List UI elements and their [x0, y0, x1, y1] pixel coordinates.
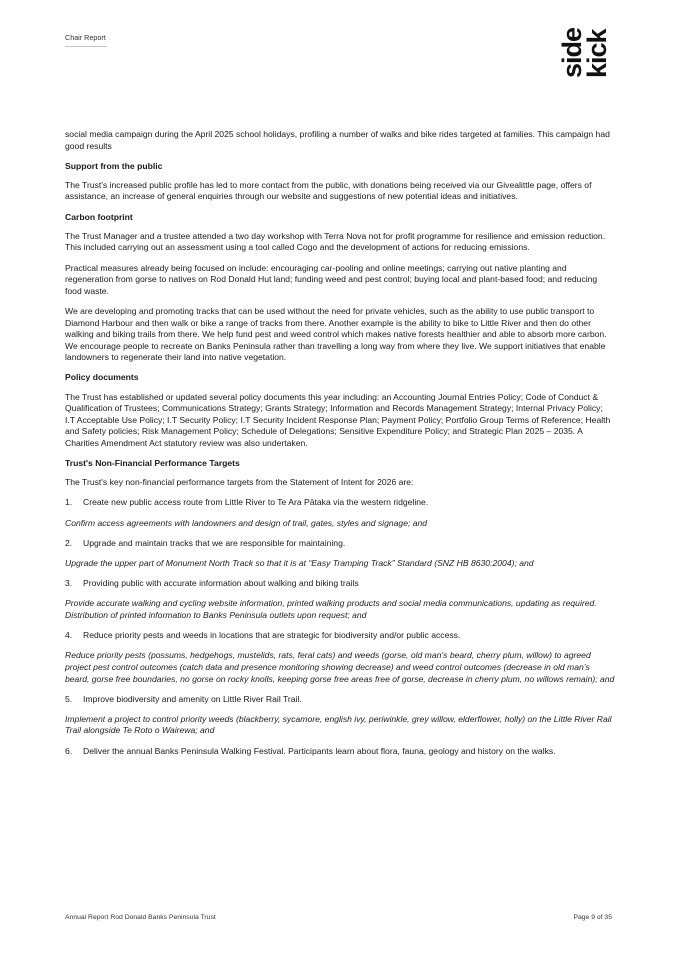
target-number: 4.: [65, 630, 73, 641]
target-number: 2.: [65, 537, 73, 548]
carbon-paragraph-1: The Trust Manager and a trustee attended a two day workshop with Terra Nova not for profit programme for resilience and emission reduction. This included carrying out an assessment using a tool called Cogo and the development of actions for reducing emissions.: [65, 230, 606, 253]
target-number: 1.: [65, 497, 73, 508]
footer-page-number: Page 9 of 35: [573, 914, 612, 921]
header-label: Chair Report: [65, 33, 106, 42]
intro-paragraph: social media campaign during the April 2025 school holidays, profiling a number of walks and bike rides targeted at families. This campaign had good results: [65, 129, 610, 151]
logo-line-2: side: [557, 27, 587, 78]
target-item-1: [65, 497, 615, 509]
kickside-logo-graphic: [556, 14, 612, 80]
footer-report-title: Annual Report Rod Donald Banks Peninsula Trust: [65, 914, 216, 921]
target-detail-3: Provide accurate walking and cycling website information, printed walking products and social media communications, updating as required. Distribution of printed information to Banks Peninsula outlets upon request; and: [65, 598, 597, 620]
targets-intro: The Trust's key non-financial performance targets from the Statement of Intent for 2026 are:: [65, 477, 414, 488]
target-title: Reduce priority pests and weeds in locations that are strategic for biodiversity and/or public access.: [83, 630, 461, 641]
target-number: 6.: [65, 745, 73, 756]
target-title: Deliver the annual Banks Peninsula Walking Festival. Participants learn about flora, fauna, geology and history on the walks.: [83, 745, 556, 756]
policy-heading: Policy documents: [65, 372, 139, 383]
target-item-2: [65, 538, 615, 550]
target-title: Providing public with accurate information about walking and biking trails: [83, 578, 359, 589]
target-title: Create new public access route from Little River to Te Ara Pātaka via the western ridgeline.: [83, 497, 429, 508]
carbon-heading: Carbon footprint: [65, 211, 133, 222]
targets-heading: Trust's Non-Financial Performance Targets: [65, 458, 240, 469]
target-item-3: [65, 578, 615, 590]
target-detail-2: Upgrade the upper part of Monument North Track so that it is at “Easy Tramping Track” Standard (SNZ HB 8630:2004); and: [65, 557, 534, 568]
target-detail-1: Confirm access agreements with landowners and design of trail, gates, styles and signage; and: [65, 517, 428, 528]
kickside-logo: [556, 14, 612, 80]
support-paragraph: The Trust's increased public profile has led to more contact from the public, with donations being received via our Givealittle page, offers of assistance, an increase of general enquiries through our website and suggestions of new potential ideas and initiatives.: [65, 179, 592, 202]
policy-paragraph: The Trust has established or updated several policy documents this year including: an Accounting Journal Entries Policy; Code of Conduct & Qualification of Trustees; Communications Strategy; Grants Strategy; Information and Records Management Strategy; Internal Privacy Policy; I.T Acceptable Use Policy; I.T Security Policy; I.T Security Incident Response Plan; Payment Policy; Portfolio Group Terms of Reference; Health and Safety policies; Risk Management Policy; Schedule of Delegations; Sensitive Expenditure Policy; and Strategic Plan 2025 – 2035. A Charities Amendment Act statutory review was also undertaken.: [65, 391, 611, 448]
target-item-4: [65, 630, 615, 642]
target-number: 5.: [65, 693, 73, 704]
carbon-paragraph-2: Practical measures already being focused on include: encouraging car-pooling and online meetings; carrying out native planting and regeneration from gorse to natives on Rod Donald Hut land; funding weed and pest control; buying local and plant-based food; and reducing food waste.: [65, 262, 598, 296]
target-item-5: [65, 694, 615, 706]
carbon-paragraph-3: We are developing and promoting tracks that can be used without the need for private vehicles, such as the ability to use public transport to Diamond Harbour and then walk or bike a range of tracks from there. Another example is the ability to bike to Little River and then do other walking and biking trails from there. We help fund pest and weed control which makes native forests healthier and able to absorb more carbon. We encourage people to recreate on Banks Peninsula rather than travelling a long way from where they live. We support initiatives that enable landowners to regenerate their land into native vegetation.: [65, 305, 607, 363]
logo-line-1: kick: [582, 29, 612, 78]
target-detail-4: Reduce priority pests (possums, hedgehogs, mustelids, rats, feral cats) and weeds (gorse, old man’s beard, cherry plum, willow) to agreed project pest control outcomes (catch data and presence monitoring showing decrease) and weed control outcomes (decrease in old man’s beard, gorse free boundaries, no gorse on rocky knolls, keeping gorse free areas free of gorse, decrease in cherry plum, no willows remain); and: [65, 650, 615, 684]
target-number: 3.: [65, 578, 73, 589]
report-body: [65, 129, 615, 766]
target-detail-5: Implement a project to control priority weeds (blackberry, sycamore, english ivy, periwinkle, grey willow, elderflower, holly) on the Little River Rail Trail alongside Te Roto o Wairewa; and: [65, 713, 612, 736]
target-item-6: [65, 746, 615, 758]
target-title: Upgrade and maintain tracks that we are responsible for maintaining.: [83, 537, 346, 548]
target-title: Improve biodiversity and amenity on Little River Rail Trail.: [83, 693, 302, 704]
header-divider: [65, 46, 107, 47]
support-heading: Support from the public: [65, 160, 163, 171]
